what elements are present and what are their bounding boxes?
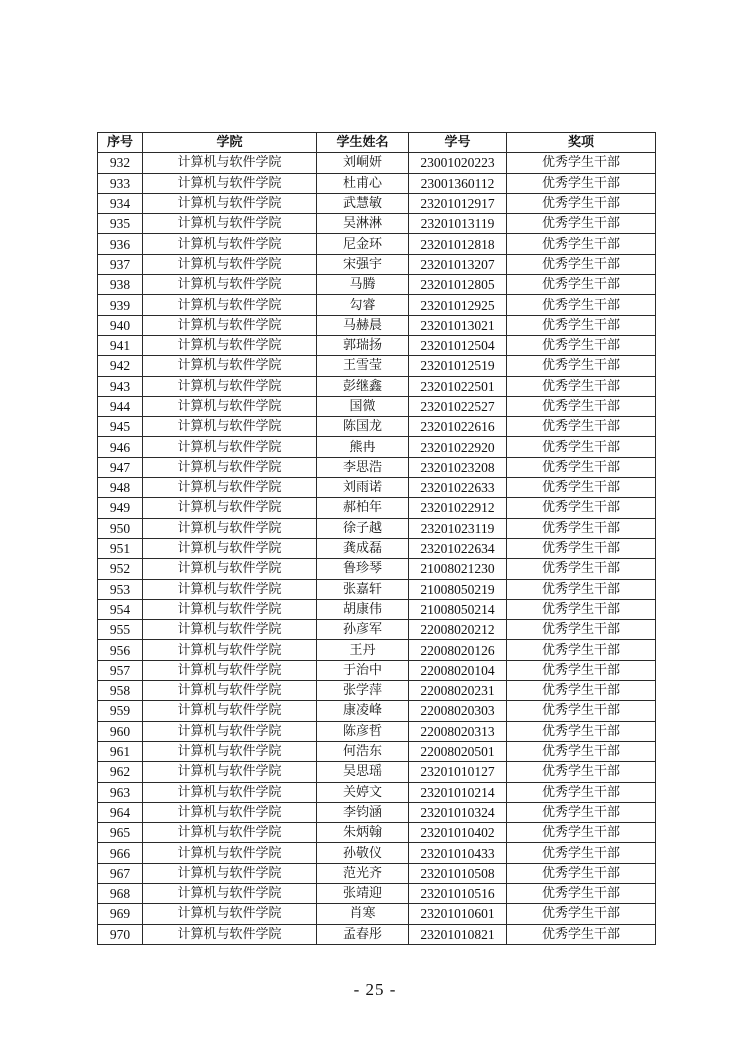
table-row [98, 376, 656, 396]
cell-student-id: 23201022920 [409, 437, 507, 457]
table-row [98, 883, 656, 903]
cell-student-id: 22008020501 [409, 741, 507, 761]
table-row [98, 254, 656, 274]
cell-student-name: 孙彦军 [317, 620, 409, 640]
cell-student-id: 23201012519 [409, 356, 507, 376]
cell-index: 967 [98, 863, 143, 883]
cell-college: 计算机与软件学院 [143, 437, 317, 457]
cell-index: 954 [98, 599, 143, 619]
cell-award: 优秀学生干部 [507, 924, 656, 944]
cell-college: 计算机与软件学院 [143, 782, 317, 802]
cell-student-id: 23201010821 [409, 924, 507, 944]
cell-student-id: 23201010433 [409, 843, 507, 863]
cell-index: 936 [98, 234, 143, 254]
cell-student-name: 勾睿 [317, 295, 409, 315]
cell-student-id: 23201022616 [409, 417, 507, 437]
cell-student-name: 郝柏年 [317, 498, 409, 518]
cell-student-id: 22008020231 [409, 681, 507, 701]
cell-college: 计算机与软件学院 [143, 904, 317, 924]
cell-index: 956 [98, 640, 143, 660]
table-row [98, 579, 656, 599]
table-row [98, 437, 656, 457]
table-row [98, 315, 656, 335]
table-row [98, 660, 656, 680]
cell-college: 计算机与软件学院 [143, 153, 317, 173]
cell-index: 939 [98, 295, 143, 315]
cell-award: 优秀学生干部 [507, 417, 656, 437]
cell-college: 计算机与软件学院 [143, 802, 317, 822]
table-row [98, 457, 656, 477]
cell-index: 963 [98, 782, 143, 802]
cell-index: 946 [98, 437, 143, 457]
cell-award: 优秀学生干部 [507, 701, 656, 721]
cell-college: 计算机与软件学院 [143, 538, 317, 558]
cell-award: 优秀学生干部 [507, 356, 656, 376]
cell-award: 优秀学生干部 [507, 275, 656, 295]
cell-student-id: 23201013119 [409, 214, 507, 234]
cell-student-name: 王丹 [317, 640, 409, 660]
cell-award: 优秀学生干部 [507, 762, 656, 782]
table-row [98, 396, 656, 416]
table-header [98, 133, 656, 153]
table-row [98, 599, 656, 619]
header-cell-college: 学院 [143, 133, 317, 153]
cell-award: 优秀学生干部 [507, 883, 656, 903]
cell-student-id: 23201010324 [409, 802, 507, 822]
cell-student-name: 杜甫心 [317, 173, 409, 193]
cell-award: 优秀学生干部 [507, 721, 656, 741]
cell-award: 优秀学生干部 [507, 295, 656, 315]
cell-college: 计算机与软件学院 [143, 295, 317, 315]
cell-student-id: 23201012925 [409, 295, 507, 315]
cell-student-name: 康凌峰 [317, 701, 409, 721]
table-row [98, 823, 656, 843]
cell-index: 941 [98, 335, 143, 355]
cell-student-id: 23201010214 [409, 782, 507, 802]
cell-college: 计算机与软件学院 [143, 883, 317, 903]
cell-college: 计算机与软件学院 [143, 640, 317, 660]
cell-student-name: 鲁珍琴 [317, 559, 409, 579]
cell-award: 优秀学生干部 [507, 579, 656, 599]
cell-student-name: 胡康伟 [317, 599, 409, 619]
table-row [98, 741, 656, 761]
cell-index: 961 [98, 741, 143, 761]
table-row [98, 214, 656, 234]
cell-index: 944 [98, 396, 143, 416]
cell-college: 计算机与软件学院 [143, 214, 317, 234]
header-cell-index: 序号 [98, 133, 143, 153]
cell-award: 优秀学生干部 [507, 498, 656, 518]
cell-index: 955 [98, 620, 143, 640]
cell-student-name: 刘峒妍 [317, 153, 409, 173]
table-row [98, 193, 656, 213]
cell-student-id: 23201010601 [409, 904, 507, 924]
cell-student-id: 22008020303 [409, 701, 507, 721]
cell-award: 优秀学生干部 [507, 863, 656, 883]
cell-student-id: 23201010516 [409, 883, 507, 903]
cell-college: 计算机与软件学院 [143, 396, 317, 416]
cell-index: 951 [98, 538, 143, 558]
table-row [98, 478, 656, 498]
cell-student-name: 陈国龙 [317, 417, 409, 437]
cell-college: 计算机与软件学院 [143, 417, 317, 437]
cell-student-id: 23201012917 [409, 193, 507, 213]
cell-college: 计算机与软件学院 [143, 254, 317, 274]
cell-award: 优秀学生干部 [507, 599, 656, 619]
cell-index: 959 [98, 701, 143, 721]
cell-college: 计算机与软件学院 [143, 863, 317, 883]
cell-award: 优秀学生干部 [507, 660, 656, 680]
cell-student-name: 张学萍 [317, 681, 409, 701]
cell-college: 计算机与软件学院 [143, 315, 317, 335]
cell-award: 优秀学生干部 [507, 214, 656, 234]
cell-index: 933 [98, 173, 143, 193]
cell-index: 947 [98, 457, 143, 477]
table-row [98, 498, 656, 518]
cell-college: 计算机与软件学院 [143, 478, 317, 498]
cell-college: 计算机与软件学院 [143, 620, 317, 640]
cell-college: 计算机与软件学院 [143, 457, 317, 477]
table-header-row [98, 133, 656, 153]
cell-student-name: 于治中 [317, 660, 409, 680]
cell-college: 计算机与软件学院 [143, 275, 317, 295]
cell-index: 966 [98, 843, 143, 863]
cell-student-id: 23201013207 [409, 254, 507, 274]
header-cell-student-name: 学生姓名 [317, 133, 409, 153]
cell-award: 优秀学生干部 [507, 741, 656, 761]
table-row [98, 295, 656, 315]
cell-index: 969 [98, 904, 143, 924]
cell-index: 948 [98, 478, 143, 498]
cell-student-name: 宋强宇 [317, 254, 409, 274]
cell-index: 945 [98, 417, 143, 437]
cell-student-name: 熊冉 [317, 437, 409, 457]
cell-award: 优秀学生干部 [507, 843, 656, 863]
cell-college: 计算机与软件学院 [143, 173, 317, 193]
cell-student-id: 21008050214 [409, 599, 507, 619]
cell-award: 优秀学生干部 [507, 173, 656, 193]
cell-award: 优秀学生干部 [507, 538, 656, 558]
cell-index: 932 [98, 153, 143, 173]
cell-award: 优秀学生干部 [507, 559, 656, 579]
cell-award: 优秀学生干部 [507, 782, 656, 802]
cell-index: 958 [98, 681, 143, 701]
cell-student-id: 23201010508 [409, 863, 507, 883]
cell-student-name: 龚成磊 [317, 538, 409, 558]
cell-award: 优秀学生干部 [507, 193, 656, 213]
table-row [98, 782, 656, 802]
cell-student-id: 22008020212 [409, 620, 507, 640]
cell-student-id: 23201022501 [409, 376, 507, 396]
cell-award: 优秀学生干部 [507, 315, 656, 335]
cell-award: 优秀学生干部 [507, 376, 656, 396]
cell-student-name: 李钧涵 [317, 802, 409, 822]
cell-student-name: 何浩东 [317, 741, 409, 761]
cell-student-name: 徐子越 [317, 518, 409, 538]
cell-student-name: 孟春彤 [317, 924, 409, 944]
cell-student-id: 23201022912 [409, 498, 507, 518]
cell-student-id: 23201012805 [409, 275, 507, 295]
cell-award: 优秀学生干部 [507, 335, 656, 355]
cell-student-name: 马赫晨 [317, 315, 409, 335]
table-row [98, 620, 656, 640]
cell-index: 937 [98, 254, 143, 274]
table-row [98, 721, 656, 741]
cell-student-id: 21008050219 [409, 579, 507, 599]
table-row [98, 681, 656, 701]
awards-table [97, 132, 656, 945]
cell-college: 计算机与软件学院 [143, 559, 317, 579]
cell-student-id: 22008020313 [409, 721, 507, 741]
table-row [98, 234, 656, 254]
cell-student-id: 23201022634 [409, 538, 507, 558]
table-row [98, 335, 656, 355]
cell-student-name: 关婷文 [317, 782, 409, 802]
cell-student-id: 22008020104 [409, 660, 507, 680]
page-number: - 25 - [353, 980, 397, 999]
cell-student-id: 23201010127 [409, 762, 507, 782]
cell-index: 940 [98, 315, 143, 335]
cell-index: 970 [98, 924, 143, 944]
cell-student-id: 23001360112 [409, 173, 507, 193]
cell-student-name: 尼金环 [317, 234, 409, 254]
cell-award: 优秀学生干部 [507, 478, 656, 498]
table-row [98, 518, 656, 538]
cell-college: 计算机与软件学院 [143, 681, 317, 701]
cell-index: 942 [98, 356, 143, 376]
cell-student-name: 朱炳翰 [317, 823, 409, 843]
cell-index: 960 [98, 721, 143, 741]
cell-college: 计算机与软件学院 [143, 376, 317, 396]
cell-student-id: 23201022633 [409, 478, 507, 498]
cell-college: 计算机与软件学院 [143, 234, 317, 254]
table-row [98, 924, 656, 944]
cell-index: 934 [98, 193, 143, 213]
cell-student-name: 武慧敏 [317, 193, 409, 213]
cell-award: 优秀学生干部 [507, 457, 656, 477]
cell-student-name: 肖寒 [317, 904, 409, 924]
cell-award: 优秀学生干部 [507, 620, 656, 640]
cell-college: 计算机与软件学院 [143, 579, 317, 599]
table-row [98, 275, 656, 295]
cell-index: 952 [98, 559, 143, 579]
cell-index: 968 [98, 883, 143, 903]
cell-student-id: 23201012504 [409, 335, 507, 355]
table-row [98, 417, 656, 437]
cell-student-id: 23201023208 [409, 457, 507, 477]
table-row [98, 802, 656, 822]
cell-award: 优秀学生干部 [507, 823, 656, 843]
cell-award: 优秀学生干部 [507, 904, 656, 924]
cell-student-name: 陈彦哲 [317, 721, 409, 741]
cell-college: 计算机与软件学院 [143, 599, 317, 619]
cell-student-id: 22008020126 [409, 640, 507, 660]
cell-index: 950 [98, 518, 143, 538]
cell-college: 计算机与软件学院 [143, 518, 317, 538]
cell-college: 计算机与软件学院 [143, 843, 317, 863]
table-row [98, 640, 656, 660]
cell-award: 优秀学生干部 [507, 234, 656, 254]
table-row [98, 904, 656, 924]
table-row [98, 356, 656, 376]
cell-award: 优秀学生干部 [507, 802, 656, 822]
cell-student-name: 王雪莹 [317, 356, 409, 376]
cell-student-name: 张靖迎 [317, 883, 409, 903]
cell-index: 957 [98, 660, 143, 680]
cell-student-name: 吴思瑶 [317, 762, 409, 782]
cell-index: 953 [98, 579, 143, 599]
cell-student-name: 刘雨诺 [317, 478, 409, 498]
table-row [98, 843, 656, 863]
cell-student-id: 23201022527 [409, 396, 507, 416]
cell-index: 962 [98, 762, 143, 782]
cell-index: 965 [98, 823, 143, 843]
cell-student-name: 孙敬仪 [317, 843, 409, 863]
cell-award: 优秀学生干部 [507, 396, 656, 416]
cell-college: 计算机与软件学院 [143, 762, 317, 782]
cell-award: 优秀学生干部 [507, 437, 656, 457]
header-cell-award: 奖项 [507, 133, 656, 153]
cell-student-id: 23201023119 [409, 518, 507, 538]
cell-student-name: 吴淋淋 [317, 214, 409, 234]
cell-student-name: 郭瑞扬 [317, 335, 409, 355]
cell-student-id: 23201013021 [409, 315, 507, 335]
cell-student-name: 国微 [317, 396, 409, 416]
table-row [98, 701, 656, 721]
cell-college: 计算机与软件学院 [143, 741, 317, 761]
cell-college: 计算机与软件学院 [143, 498, 317, 518]
cell-college: 计算机与软件学院 [143, 193, 317, 213]
cell-index: 943 [98, 376, 143, 396]
cell-index: 949 [98, 498, 143, 518]
cell-student-name: 马腾 [317, 275, 409, 295]
cell-student-id: 23001020223 [409, 153, 507, 173]
cell-college: 计算机与软件学院 [143, 823, 317, 843]
cell-student-id: 23201012818 [409, 234, 507, 254]
cell-index: 964 [98, 802, 143, 822]
cell-award: 优秀学生干部 [507, 153, 656, 173]
cell-student-id: 23201010402 [409, 823, 507, 843]
table-row [98, 538, 656, 558]
cell-college: 计算机与软件学院 [143, 356, 317, 376]
cell-student-id: 21008021230 [409, 559, 507, 579]
cell-index: 938 [98, 275, 143, 295]
table-row [98, 153, 656, 173]
cell-student-name: 彭继鑫 [317, 376, 409, 396]
cell-student-name: 李思浩 [317, 457, 409, 477]
table-row [98, 762, 656, 782]
cell-college: 计算机与软件学院 [143, 660, 317, 680]
table-row [98, 559, 656, 579]
cell-index: 935 [98, 214, 143, 234]
header-cell-student-id: 学号 [409, 133, 507, 153]
cell-college: 计算机与软件学院 [143, 701, 317, 721]
cell-college: 计算机与软件学院 [143, 924, 317, 944]
cell-college: 计算机与软件学院 [143, 335, 317, 355]
cell-award: 优秀学生干部 [507, 254, 656, 274]
cell-award: 优秀学生干部 [507, 681, 656, 701]
cell-award: 优秀学生干部 [507, 518, 656, 538]
cell-college: 计算机与软件学院 [143, 721, 317, 741]
cell-student-name: 范光齐 [317, 863, 409, 883]
table-row [98, 863, 656, 883]
table-row [98, 173, 656, 193]
cell-award: 优秀学生干部 [507, 640, 656, 660]
table-body [98, 153, 656, 945]
cell-student-name: 张嘉轩 [317, 579, 409, 599]
